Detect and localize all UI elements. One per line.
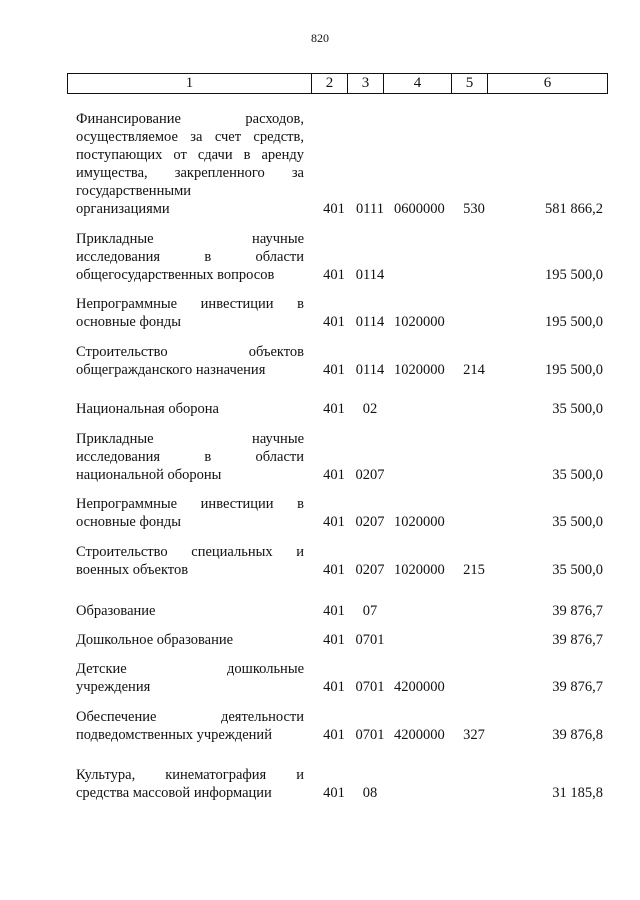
row-c6: 581 866,2 [545,201,603,217]
row-c4: 1020000 [394,314,445,330]
header-col-5: 5 [452,74,488,93]
row-name [76,343,304,379]
row-c2: 401 [323,514,345,530]
row-c2: 401 [323,562,345,578]
header-col-3: 3 [348,74,384,93]
row-name [76,708,304,744]
row-name-line: исследования в области [76,449,304,465]
row-name-line: Образование [76,603,156,619]
row-name [76,660,304,696]
row-c6: 31 185,8 [552,785,603,801]
table-row [0,495,640,531]
table-header [67,73,608,94]
row-c2: 401 [323,267,345,283]
row-name-line: учреждения [76,679,151,695]
row-name-line: Национальная оборона [76,401,219,417]
row-name-line: государственными [76,183,192,199]
row-c4: 1020000 [394,362,445,378]
row-c3: 0207 [355,562,385,578]
table-row [0,430,640,484]
row-name-line: организациями [76,201,170,217]
table-row [0,660,640,696]
row-name-line: Прикладные научные [76,231,304,247]
row-c3: 0701 [355,632,385,648]
row-c3: 08 [362,785,378,801]
table-row [0,543,640,579]
row-name-line: имущества, закрепленного за [76,165,304,181]
row-name [76,430,304,484]
row-name-line: Дошкольное образование [76,632,234,648]
row-c6: 35 500,0 [552,562,603,578]
row-name-line: исследования в области [76,249,304,265]
table-row [0,295,640,331]
row-name [76,400,304,418]
row-c3: 02 [362,401,378,417]
row-name-line: подведомственных учреждений [76,727,272,743]
row-name-line: Финансирование расходов, [76,111,304,127]
header-col-1: 1 [68,74,312,93]
row-c4: 1020000 [394,562,445,578]
table-row [0,631,640,649]
row-c6: 39 876,7 [552,679,603,695]
row-name-line: Прикладные научные [76,431,304,447]
row-c2: 401 [323,401,345,417]
row-c5: 530 [463,201,485,217]
row-c6: 35 500,0 [552,467,603,483]
row-c4: 4200000 [394,679,445,695]
row-c4: 0600000 [394,201,445,217]
row-c2: 401 [323,603,345,619]
row-c6: 39 876,8 [552,727,603,743]
row-c3: 0114 [355,362,385,378]
row-c2: 401 [323,727,345,743]
row-c2: 401 [323,785,345,801]
row-name-line: Строительство специальных и [76,544,304,560]
row-c6: 195 500,0 [545,314,603,330]
row-name [76,495,304,531]
row-c6: 39 876,7 [552,632,603,648]
table-row [0,343,640,379]
header-col-6: 6 [543,75,552,91]
row-c5: 327 [463,727,485,743]
row-name-line: основные фонды [76,314,181,330]
table-row [0,110,640,218]
row-name-line: национальной обороны [76,467,222,483]
row-c6: 195 500,0 [545,267,603,283]
row-name [76,766,304,802]
header-col-4: 4 [384,74,452,93]
row-c4: 1020000 [394,514,445,530]
row-c2: 401 [323,314,345,330]
row-c6: 35 500,0 [552,401,603,417]
row-c2: 401 [323,201,345,217]
row-c6: 39 876,7 [552,603,603,619]
row-c5: 214 [463,362,485,378]
row-c3: 0207 [355,514,385,530]
row-name-line: осуществляемое за счет средств, [76,129,304,145]
row-c2: 401 [323,362,345,378]
row-c2: 401 [323,632,345,648]
row-c2: 401 [323,467,345,483]
row-name-line: общегосударственных вопросов [76,267,275,283]
row-name-line: общегражданского назначения [76,362,266,378]
row-c3: 0207 [355,467,385,483]
row-name [76,602,304,620]
row-c6: 35 500,0 [552,514,603,530]
table-row [0,602,640,620]
table-row [0,230,640,284]
table-row [0,766,640,802]
row-c2: 401 [323,679,345,695]
row-name [76,230,304,284]
row-name-line: Непрограммные инвестиции в [76,296,304,312]
header-col-2: 2 [312,74,348,93]
row-c3: 0114 [355,267,385,283]
row-c5: 215 [463,562,485,578]
row-c3: 07 [362,603,378,619]
row-c3: 0111 [356,201,384,217]
row-c3: 0701 [355,679,385,695]
row-c3: 0114 [355,314,385,330]
table-row [0,708,640,744]
row-name-line: средства массовой информации [76,785,272,801]
row-name [76,295,304,331]
row-name-line: Обеспечение деятельности [76,709,304,725]
page-number: 820 [311,31,329,45]
row-name-line: Непрограммные инвестиции в [76,496,304,512]
row-name-line: основные фонды [76,514,181,530]
row-name-line: Культура, кинематография и [76,767,304,783]
row-c4: 4200000 [394,727,445,743]
row-c3: 0701 [355,727,385,743]
row-name-line: поступающих от сдачи в аренду [76,147,304,163]
row-name-line: Детские дошкольные [76,661,304,677]
row-name-line: Строительство объектов [76,344,304,360]
row-name-line: военных объектов [76,562,189,578]
row-name [76,631,304,649]
row-name [76,110,304,218]
row-c6: 195 500,0 [545,362,603,378]
table-row [0,400,640,418]
row-name [76,543,304,579]
